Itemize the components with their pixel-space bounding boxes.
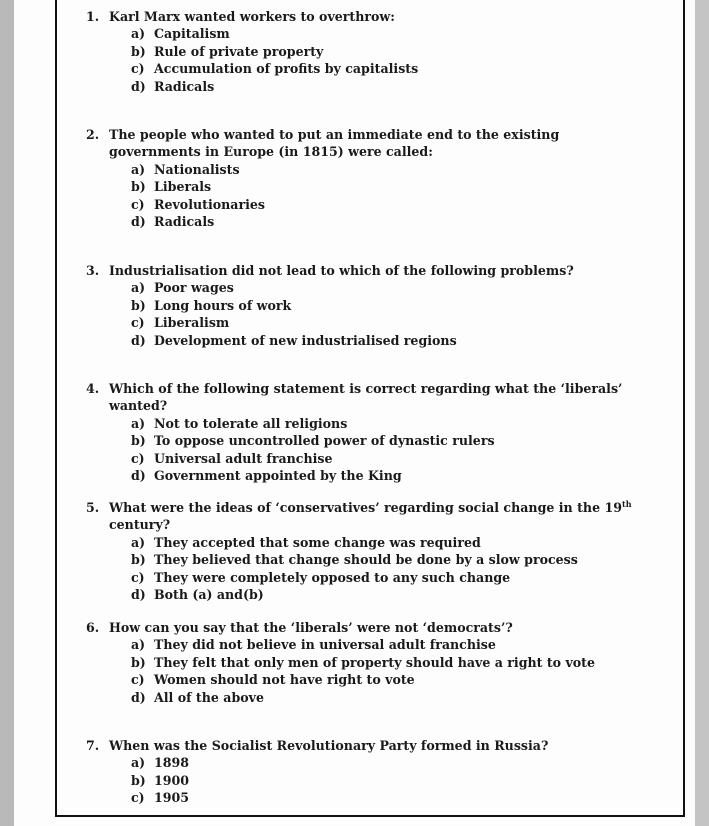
option-text: Both (a) and(b) bbox=[154, 587, 264, 603]
option-letter: c) bbox=[131, 790, 145, 806]
option-letter: b) bbox=[131, 433, 146, 449]
option-d bbox=[86, 78, 676, 95]
option-text: 1898 bbox=[154, 755, 190, 771]
option-letter: d) bbox=[131, 689, 146, 705]
question-7 bbox=[86, 737, 676, 807]
option-b bbox=[86, 772, 676, 789]
question-text-main: What were the ideas of ‘conservatives’ regarding social change in the 19 bbox=[109, 500, 622, 515]
question-number: 2. bbox=[86, 127, 100, 142]
option-text: Nationalists bbox=[154, 161, 240, 177]
option-letter: c) bbox=[131, 672, 145, 688]
option-letter: b) bbox=[131, 179, 146, 195]
option-c bbox=[86, 569, 676, 586]
question-number: 3. bbox=[86, 263, 100, 278]
question-text: Industrialisation did not lead to which of the following problems? bbox=[109, 263, 574, 278]
option-text: Development of new industrialised regions bbox=[154, 332, 457, 348]
option-text: They were completely opposed to any such change bbox=[154, 569, 511, 585]
question-6 bbox=[86, 619, 676, 706]
question-text bbox=[109, 499, 676, 534]
question-5 bbox=[86, 499, 676, 603]
left-margin-strip bbox=[0, 0, 14, 826]
right-margin-strip bbox=[695, 0, 709, 826]
option-letter: b) bbox=[131, 297, 146, 313]
question-text: Karl Marx wanted workers to overthrow: bbox=[109, 9, 395, 24]
superscript-th: th bbox=[622, 498, 632, 509]
option-c bbox=[86, 789, 676, 806]
option-d bbox=[86, 213, 652, 230]
option-d bbox=[86, 586, 676, 603]
option-letter: a) bbox=[131, 26, 146, 42]
option-text: Women should not have right to vote bbox=[154, 672, 415, 688]
option-text: Radicals bbox=[154, 78, 215, 94]
option-text: Revolutionaries bbox=[154, 196, 265, 212]
question-text: Which of the following statement is correct regarding what the ‘liberals’ wanted? bbox=[109, 381, 623, 414]
option-letter: c) bbox=[131, 61, 145, 77]
option-text: Not to tolerate all religions bbox=[154, 415, 348, 431]
option-c bbox=[86, 314, 676, 331]
option-text: Universal adult franchise bbox=[154, 450, 333, 466]
option-text: Liberals bbox=[154, 179, 212, 195]
option-d bbox=[86, 467, 676, 484]
option-c bbox=[86, 60, 676, 77]
option-a bbox=[86, 636, 676, 653]
option-text: They did not believe in universal adult franchise bbox=[154, 637, 496, 653]
question-3 bbox=[86, 262, 676, 349]
option-a bbox=[86, 754, 676, 771]
option-text: They accepted that some change was required bbox=[154, 534, 481, 550]
option-letter: b) bbox=[131, 552, 146, 568]
question-1 bbox=[86, 8, 676, 95]
option-text: Poor wages bbox=[154, 280, 234, 296]
option-b bbox=[86, 551, 676, 568]
option-letter: a) bbox=[131, 280, 146, 296]
option-letter: a) bbox=[131, 534, 146, 550]
option-letter: c) bbox=[131, 196, 145, 212]
option-text: Accumulation of profits by capitalists bbox=[154, 61, 419, 77]
option-letter: d) bbox=[131, 332, 146, 348]
option-letter: d) bbox=[131, 587, 146, 603]
option-letter: d) bbox=[131, 78, 146, 94]
question-text: The people who wanted to put an immediate end to the existing governments in Europe (in 1815) were called: bbox=[109, 127, 560, 160]
question-number: 5. bbox=[86, 500, 100, 515]
option-text: To oppose uncontrolled power of dynastic rulers bbox=[154, 433, 495, 449]
option-c bbox=[86, 450, 676, 467]
option-letter: d) bbox=[131, 214, 146, 230]
option-text: Capitalism bbox=[154, 26, 230, 42]
option-text: All of the above bbox=[154, 689, 264, 705]
option-text: Long hours of work bbox=[154, 297, 292, 313]
option-letter: b) bbox=[131, 772, 146, 788]
question-2 bbox=[86, 126, 652, 230]
option-text: Government appointed by the King bbox=[154, 468, 402, 484]
question-text: How can you say that the ‘liberals’ were not ‘democrats’? bbox=[109, 620, 513, 635]
option-text: 1900 bbox=[154, 772, 190, 788]
question-text-end: century? bbox=[109, 517, 171, 533]
option-c bbox=[86, 196, 652, 213]
option-letter: a) bbox=[131, 161, 146, 177]
option-b bbox=[86, 43, 676, 60]
option-a bbox=[86, 415, 676, 432]
option-text: Rule of private property bbox=[154, 43, 324, 59]
option-letter: c) bbox=[131, 315, 145, 331]
option-b bbox=[86, 297, 676, 314]
option-letter: d) bbox=[131, 468, 146, 484]
option-letter: a) bbox=[131, 415, 146, 431]
option-text: Liberalism bbox=[154, 315, 230, 331]
option-d bbox=[86, 689, 676, 706]
option-c bbox=[86, 671, 676, 688]
question-number: 4. bbox=[86, 381, 100, 396]
option-text: Radicals bbox=[154, 214, 215, 230]
question-number: 7. bbox=[86, 738, 100, 753]
option-a bbox=[86, 25, 676, 42]
question-number: 1. bbox=[86, 9, 100, 24]
option-a bbox=[86, 161, 652, 178]
option-letter: a) bbox=[131, 755, 146, 771]
option-text: 1905 bbox=[154, 790, 190, 806]
question-4 bbox=[86, 380, 676, 484]
option-text: They believed that change should be done by a slow process bbox=[154, 552, 578, 568]
option-b bbox=[86, 432, 676, 449]
option-letter: c) bbox=[131, 569, 145, 585]
option-letter: b) bbox=[131, 43, 146, 59]
option-a bbox=[86, 279, 676, 296]
option-a bbox=[86, 534, 676, 551]
question-text: When was the Socialist Revolutionary Party formed in Russia? bbox=[109, 738, 549, 753]
option-b bbox=[86, 654, 676, 671]
question-number: 6. bbox=[86, 620, 100, 635]
option-text: They felt that only men of property should have a right to vote bbox=[154, 654, 596, 670]
option-d bbox=[86, 332, 676, 349]
option-letter: b) bbox=[131, 654, 146, 670]
option-letter: c) bbox=[131, 450, 145, 466]
option-b bbox=[86, 178, 652, 195]
option-letter: a) bbox=[131, 637, 146, 653]
